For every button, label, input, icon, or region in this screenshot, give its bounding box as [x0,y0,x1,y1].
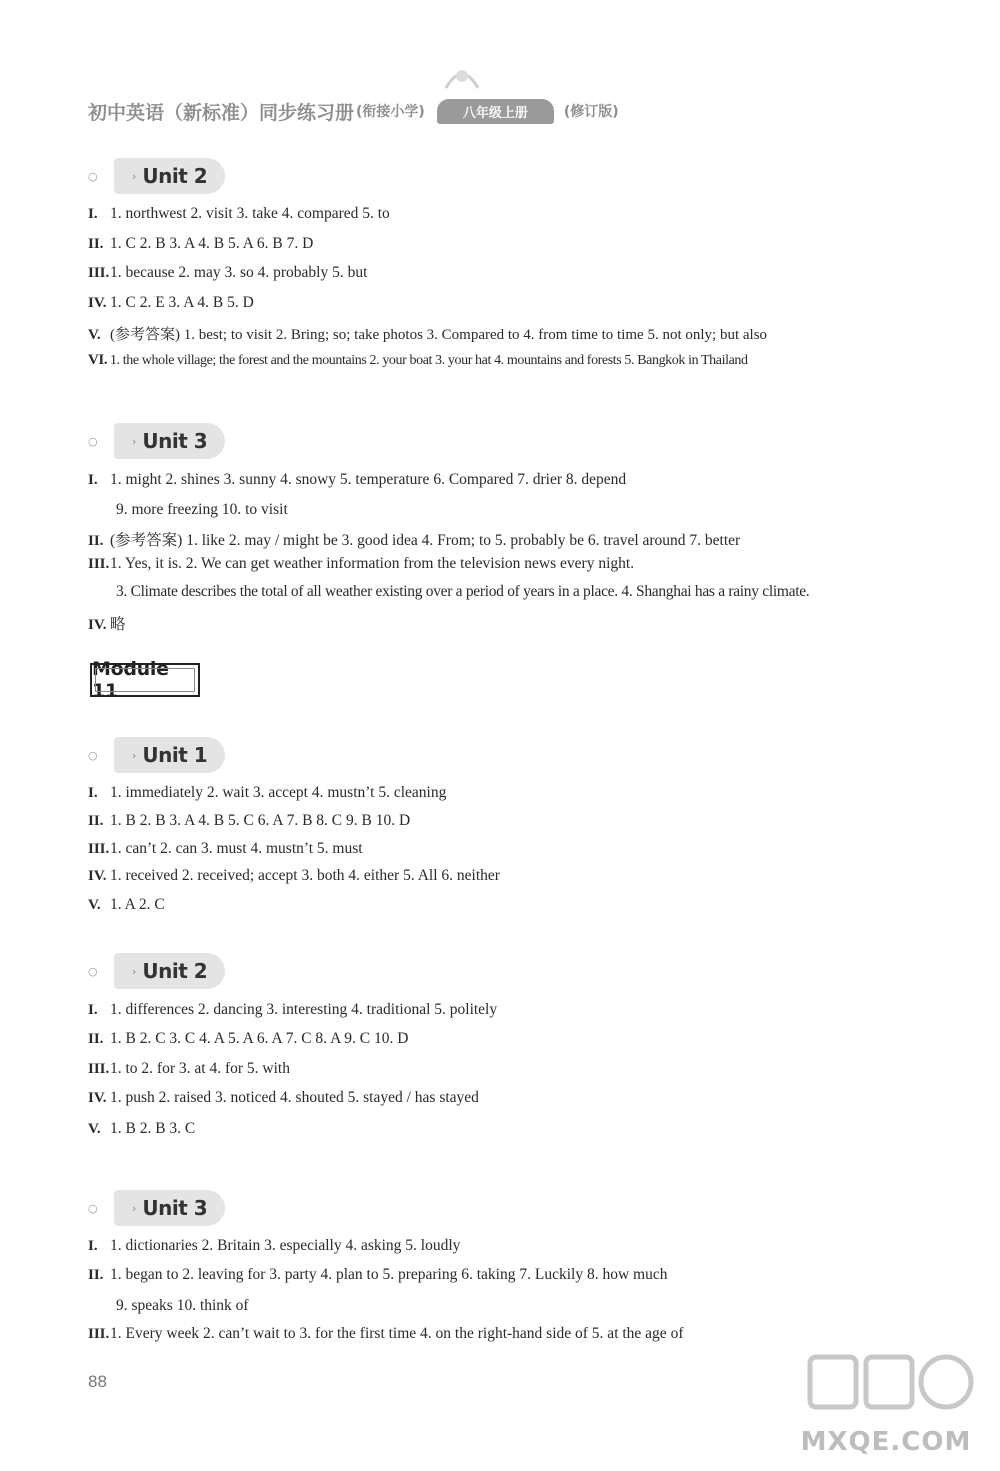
arrow-icon: › [132,748,137,762]
answer-line: III.1. Yes, it is. 2. We can get weather information from the television news every night. [88,555,635,572]
answer-line: II. 1. C 2. B 3. A 4. B 5. A 6. B 7. D [88,235,314,252]
book-title: 初中英语（新标准）同步练习册 [88,101,355,124]
arrow-icon: › [132,964,137,978]
answer-line: II. 1. B 2. C 3. C 4. A 5. A 6. A 7. C 8. A 9. C 10. D [88,1030,409,1047]
answer-line: II. 1. began to 2. leaving for 3. party 4. plan to 5. preparing 6. taking 7. Luckily 8. how much [88,1266,668,1283]
answer-line: I. 1. might 2. shines 3. sunny 4. snowy 5. temperature 6. Compared 7. drier 8. depend [88,471,627,488]
watermark-text: MXQE.COM [800,1427,972,1457]
module-title: Module 11 [92,658,169,702]
unit-heading [88,421,225,461]
page-header [88,96,619,126]
answer-line: III.1. to 2. for 3. at 4. for 5. with [88,1060,290,1077]
answer-line: 9. more freezing 10. to visit [116,501,288,518]
unit-heading [88,156,225,196]
arrow-icon: › [132,169,137,183]
answer-line: I. 1. northwest 2. visit 3. take 4. compared 5. to [88,205,390,222]
unit-title: Unit 3 [142,429,208,453]
header-logo-icon [442,58,482,94]
grade-badge: 八年级上册 [437,99,554,124]
unit-title: Unit 2 [142,164,208,188]
answer-line: IV. 略 [88,616,126,633]
answer-line: III.1. Every week 2. can’t wait to 3. for the first time 4. on the right-hand side of 5. at the age of [88,1325,684,1342]
answer-line: VI. 1. the whole village; the forest and the mountains 2. your boat 3. your hat 4. mountains and forests 5. Bangkok in Thailand [88,352,748,368]
answer-line: II. (参考答案) 1. like 2. may / might be 3. good idea 4. From; to 5. probably be 6. travel around 7. better [88,532,741,549]
bullet-icon: ○ [88,748,98,762]
bullet-icon: ○ [88,434,98,448]
book-subtitle: (衔接小学) [356,104,425,120]
answer-line: I. 1. immediately 2. wait 3. accept 4. mustn’t 5. cleaning [88,784,447,801]
answer-line: 3. Climate describes the total of all weather existing over a period of years in a place. 4. Shanghai has a rainy climate. [116,583,810,600]
unit-heading [88,735,225,775]
bullet-icon: ○ [88,1201,98,1215]
answer-line: IV. 1. received 2. received; accept 3. both 4. either 5. All 6. neither [88,867,500,884]
bullet-icon: ○ [88,169,98,183]
answer-line: V. (参考答案) 1. best; to visit 2. Bring; so; take photos 3. Compared to 4. from time to time 5. not only; but also [88,327,768,343]
unit-title: Unit 2 [142,959,208,983]
edition-label: (修订版) [563,104,619,120]
answer-line: IV. 1. push 2. raised 3. noticed 4. shouted 5. stayed / has stayed [88,1089,479,1106]
watermark-logo-icon [806,1347,976,1417]
answer-line: III.1. because 2. may 3. so 4. probably 5. but [88,264,368,281]
answer-line: 9. speaks 10. think of [116,1297,249,1314]
module-heading [90,658,200,702]
bullet-icon: ○ [88,964,98,978]
answer-line: V. 1. A 2. C [88,896,165,913]
answer-line: I. 1. differences 2. dancing 3. interesting 4. traditional 5. politely [88,1001,498,1018]
unit-title: Unit 1 [142,743,208,767]
unit-title: Unit 3 [142,1196,208,1220]
unit-heading [88,1188,225,1228]
answer-line: V. 1. B 2. B 3. C [88,1120,196,1137]
answer-line: III.1. can’t 2. can 3. must 4. mustn’t 5. must [88,840,363,857]
arrow-icon: › [132,1201,137,1215]
answer-line: IV. 1. C 2. E 3. A 4. B 5. D [88,294,254,311]
arrow-icon: › [132,434,137,448]
watermark [786,1347,986,1457]
answer-line: I. 1. dictionaries 2. Britain 3. especially 4. asking 5. loudly [88,1237,461,1254]
answer-line: II. 1. B 2. B 3. A 4. B 5. C 6. A 7. B 8. C 9. B 10. D [88,812,411,829]
page-number: 88 [88,1372,107,1391]
unit-heading [88,951,225,991]
